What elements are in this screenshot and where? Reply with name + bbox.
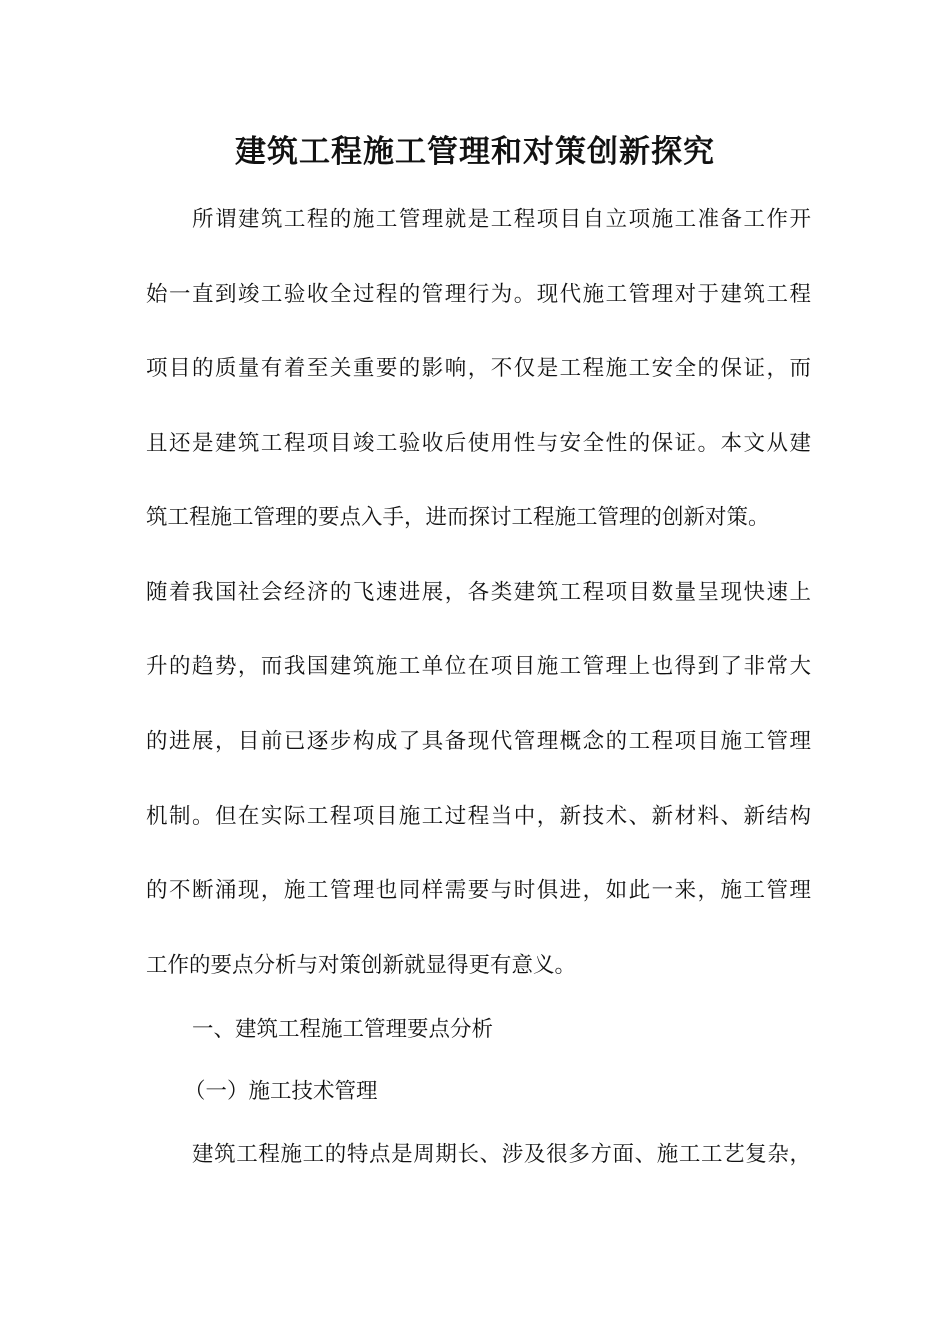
document-title: 建筑工程施工管理和对策创新探究 <box>235 134 715 170</box>
paragraph-2-line-1: 随着我国社会经济的飞速进展，各类建筑工程项目数量呈现快速上 <box>146 580 811 605</box>
paragraph-3-line-1: 建筑工程施工的特点是周期长、涉及很多方面、施工工艺复杂， <box>192 1142 811 1167</box>
paragraph-2-line-5: 的不断涌现，施工管理也同样需要与时俱进，如此一来，施工管理 <box>146 878 811 903</box>
paragraph-2-line-2: 升的趋势，而我国建筑施工单位在项目施工管理上也得到了非常大 <box>146 654 811 679</box>
paragraph-1-line-5: 筑工程施工管理的要点入手，进而探讨工程施工管理的创新对策。 <box>146 505 770 530</box>
paragraph-2-line-4: 机制。但在实际工程项目施工过程当中，新技术、新材料、新结构 <box>146 804 811 829</box>
paragraph-1-line-4: 且还是建筑工程项目竣工验收后使用性与安全性的保证。本文从建 <box>146 431 811 456</box>
paragraph-2-line-6: 工作的要点分析与对策创新就显得更有意义。 <box>146 953 577 978</box>
subsection-heading: （一）施工技术管理 <box>184 1079 378 1104</box>
section-heading: 一、建筑工程施工管理要点分析 <box>192 1017 494 1042</box>
paragraph-1-line-2: 始一直到竣工验收全过程的管理行为。现代施工管理对于建筑工程 <box>146 282 811 307</box>
paragraph-1-line-3: 项目的质量有着至关重要的影响，不仅是工程施工安全的保证，而 <box>146 356 811 381</box>
paragraph-2-line-3: 的进展，目前已逐步构成了具备现代管理概念的工程项目施工管理 <box>146 729 811 754</box>
paragraph-1-line-1: 所谓建筑工程的施工管理就是工程项目自立项施工准备工作开 <box>192 207 811 232</box>
